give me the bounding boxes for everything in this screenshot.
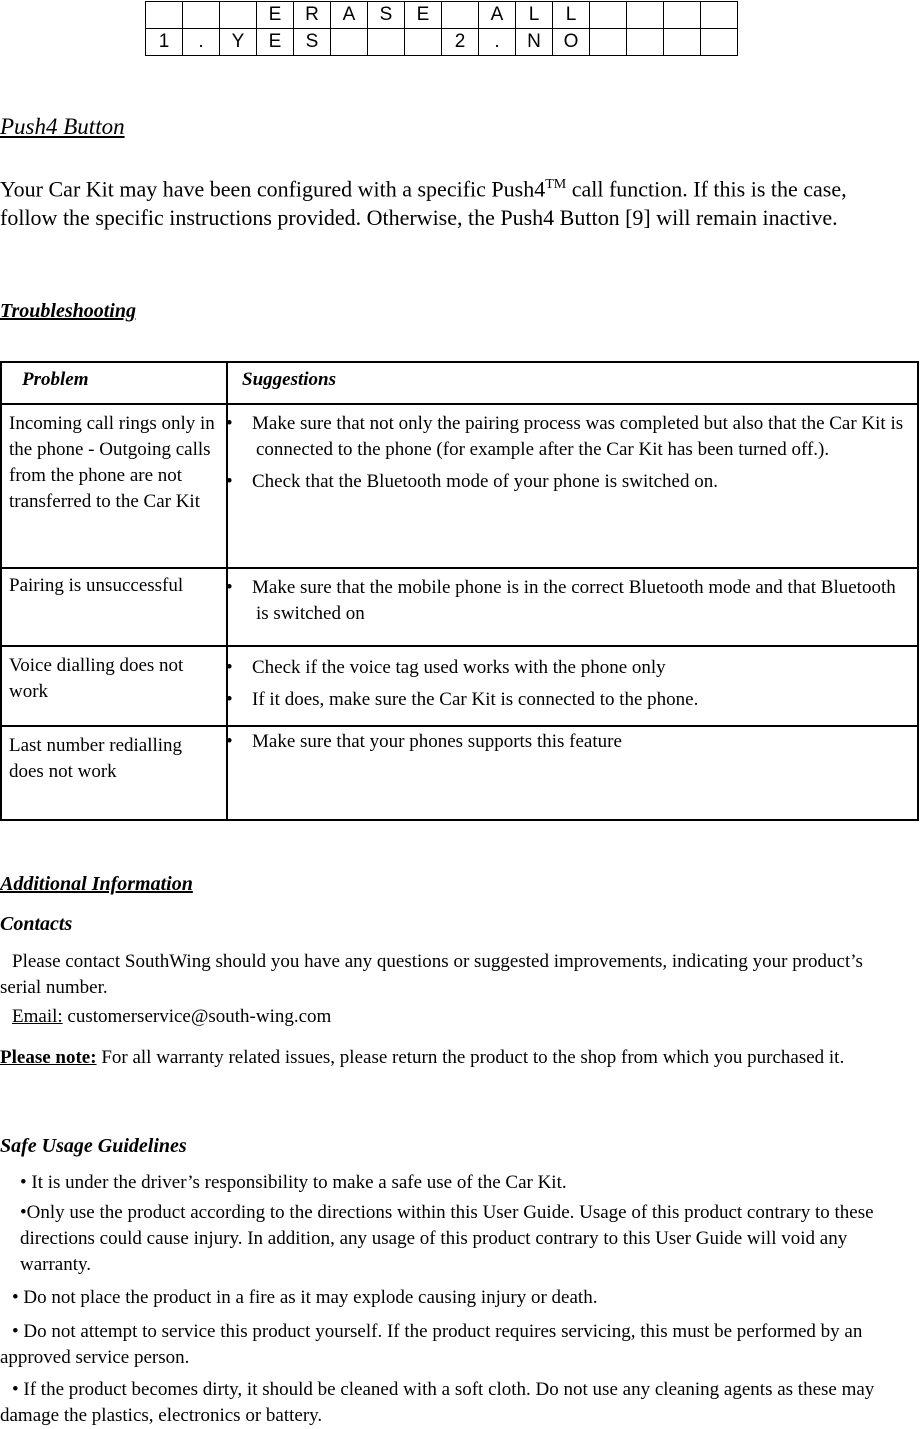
safe-item-text: If the product becomes dirty, it should be cleaned with a soft cloth. Do not use any cleaning agents as these may damage the plastics, electronics or battery. <box>0 1379 875 1426</box>
bullet-icon: • <box>12 1379 19 1400</box>
contacts-heading: Contacts <box>0 913 73 935</box>
lcd-cell: E <box>257 29 294 56</box>
lcd-cell <box>664 29 701 56</box>
suggestion-text: Check if the voice tag used works with the phone only <box>252 657 666 678</box>
contacts-paragraph: Please contact SouthWing should you have any questions or suggested improvements, indicating your product’s serial number. <box>0 951 863 998</box>
lcd-cell: A <box>331 2 368 29</box>
suggestions-cell <box>227 404 918 568</box>
suggestion-item <box>226 469 911 495</box>
warranty-note <box>0 1045 880 1071</box>
note-text: For all warranty related issues, please return the product to the shop from which you purchased it. <box>101 1047 845 1068</box>
suggestion-item <box>226 729 911 755</box>
lcd-cell <box>590 29 627 56</box>
suggestion-item <box>226 687 911 713</box>
push4-heading: Push4 Button <box>0 114 125 139</box>
troubleshooting-table <box>0 361 919 821</box>
lcd-cell: L <box>553 2 590 29</box>
suggestion-text: If it does, make sure the Car Kit is connected to the phone. <box>252 689 699 710</box>
lcd-cell <box>183 2 220 29</box>
troubleshooting-heading: Troubleshooting <box>0 300 136 322</box>
bullet-icon: • <box>226 577 233 598</box>
lcd-cell <box>331 29 368 56</box>
lcd-cell <box>368 29 405 56</box>
table-row <box>1 404 918 568</box>
additional-info-heading: Additional Information <box>0 873 193 895</box>
bullet-icon: • <box>226 689 233 710</box>
email-link[interactable]: customerservice@south-wing.com <box>67 1006 332 1027</box>
push4-text-end: call function. If this is the case, follow the specific instructions provided. Otherwise, the Push4 Button [9] will remain inactive. <box>0 176 847 231</box>
safe-item <box>12 1285 872 1311</box>
suggestion-item <box>226 411 911 463</box>
note-label: Please note: <box>0 1047 97 1068</box>
lcd-cell <box>701 29 738 56</box>
table-row <box>1 726 918 820</box>
table-header-row <box>1 362 918 404</box>
safe-item-text: Only use the product according to the directions within this User Guide. Usage of this product contrary to these directions could cause injury. In addition, any usage of this product contrary to this User Guide will void any warranty. <box>20 1202 874 1275</box>
lcd-cell: Y <box>220 29 257 56</box>
bullet-icon: • <box>12 1321 19 1342</box>
problem-cell: Last number redialling does not work <box>1 726 227 820</box>
trademark-symbol: TM <box>545 177 567 192</box>
lcd-cell: . <box>479 29 516 56</box>
problem-cell: Pairing is unsuccessful <box>1 568 227 646</box>
suggestion-text: Make sure that the mobile phone is in the correct Bluetooth mode and that Bluetooth is switched on <box>252 577 896 624</box>
problem-cell: Incoming call rings only in the phone - Outgoing calls from the phone are not transferred to the Car Kit <box>1 404 227 568</box>
lcd-cell <box>627 29 664 56</box>
lcd-cell: E <box>405 2 442 29</box>
bullet-icon: • <box>20 1172 27 1193</box>
lcd-display-grid <box>145 1 738 56</box>
safe-usage-heading: Safe Usage Guidelines <box>0 1135 187 1157</box>
safe-item-text: Do not place the product in a fire as it may explode causing injury or death. <box>23 1287 598 1308</box>
problem-column-header: Problem <box>1 362 227 404</box>
problem-cell: Voice dialling does not work <box>1 646 227 726</box>
lcd-cell: L <box>516 2 553 29</box>
push4-text-start: Your Car Kit may have been configured with a specific Push4 <box>0 176 546 202</box>
bullet-icon: • <box>226 471 233 492</box>
suggestions-cell <box>227 646 918 726</box>
safe-item-text: It is under the driver’s responsibility to make a safe use of the Car Kit. <box>31 1172 567 1193</box>
bullet-icon: • <box>226 657 233 678</box>
lcd-cell <box>442 2 479 29</box>
safe-item <box>20 1170 880 1196</box>
suggestion-item <box>226 655 911 681</box>
suggestion-text: Make sure that your phones supports this feature <box>252 731 622 752</box>
safe-item <box>20 1200 880 1278</box>
lcd-cell: 1 <box>146 29 183 56</box>
lcd-cell: S <box>368 2 405 29</box>
lcd-cell: E <box>257 2 294 29</box>
lcd-cell <box>405 29 442 56</box>
table-row <box>1 568 918 646</box>
table-row <box>1 646 918 726</box>
suggestion-item <box>226 575 911 627</box>
push4-paragraph <box>0 170 900 232</box>
lcd-cell: O <box>553 29 590 56</box>
safe-item <box>0 1377 880 1429</box>
safe-item-text: Do not attempt to service this product yourself. If the product requires servicing, this must be performed by an approved service person. <box>0 1321 863 1368</box>
bullet-icon: • <box>226 731 233 752</box>
suggestion-text: Make sure that not only the pairing process was completed but also that the Car Kit is connected to the phone (for example after the Car Kit has been turned off.). <box>252 413 904 460</box>
lcd-cell: A <box>479 2 516 29</box>
lcd-cell: . <box>183 29 220 56</box>
lcd-cell <box>590 2 627 29</box>
lcd-cell <box>146 2 183 29</box>
lcd-cell <box>701 2 738 29</box>
email-label: Email: <box>12 1006 63 1027</box>
bullet-icon: • <box>12 1287 19 1308</box>
lcd-cell <box>220 2 257 29</box>
lcd-cell: 2 <box>442 29 479 56</box>
email-line <box>12 1004 331 1030</box>
lcd-row-1 <box>146 2 738 29</box>
lcd-cell: R <box>294 2 331 29</box>
lcd-cell <box>627 2 664 29</box>
suggestions-column-header: Suggestions <box>227 362 918 404</box>
bullet-icon: • <box>226 413 233 434</box>
suggestion-text: Check that the Bluetooth mode of your phone is switched on. <box>252 471 718 492</box>
lcd-cell: S <box>294 29 331 56</box>
safe-item <box>0 1319 880 1371</box>
lcd-cell <box>664 2 701 29</box>
suggestions-cell <box>227 568 918 646</box>
lcd-cell: N <box>516 29 553 56</box>
lcd-row-2 <box>146 29 738 56</box>
suggestions-cell <box>227 726 918 820</box>
bullet-icon: • <box>20 1202 27 1223</box>
